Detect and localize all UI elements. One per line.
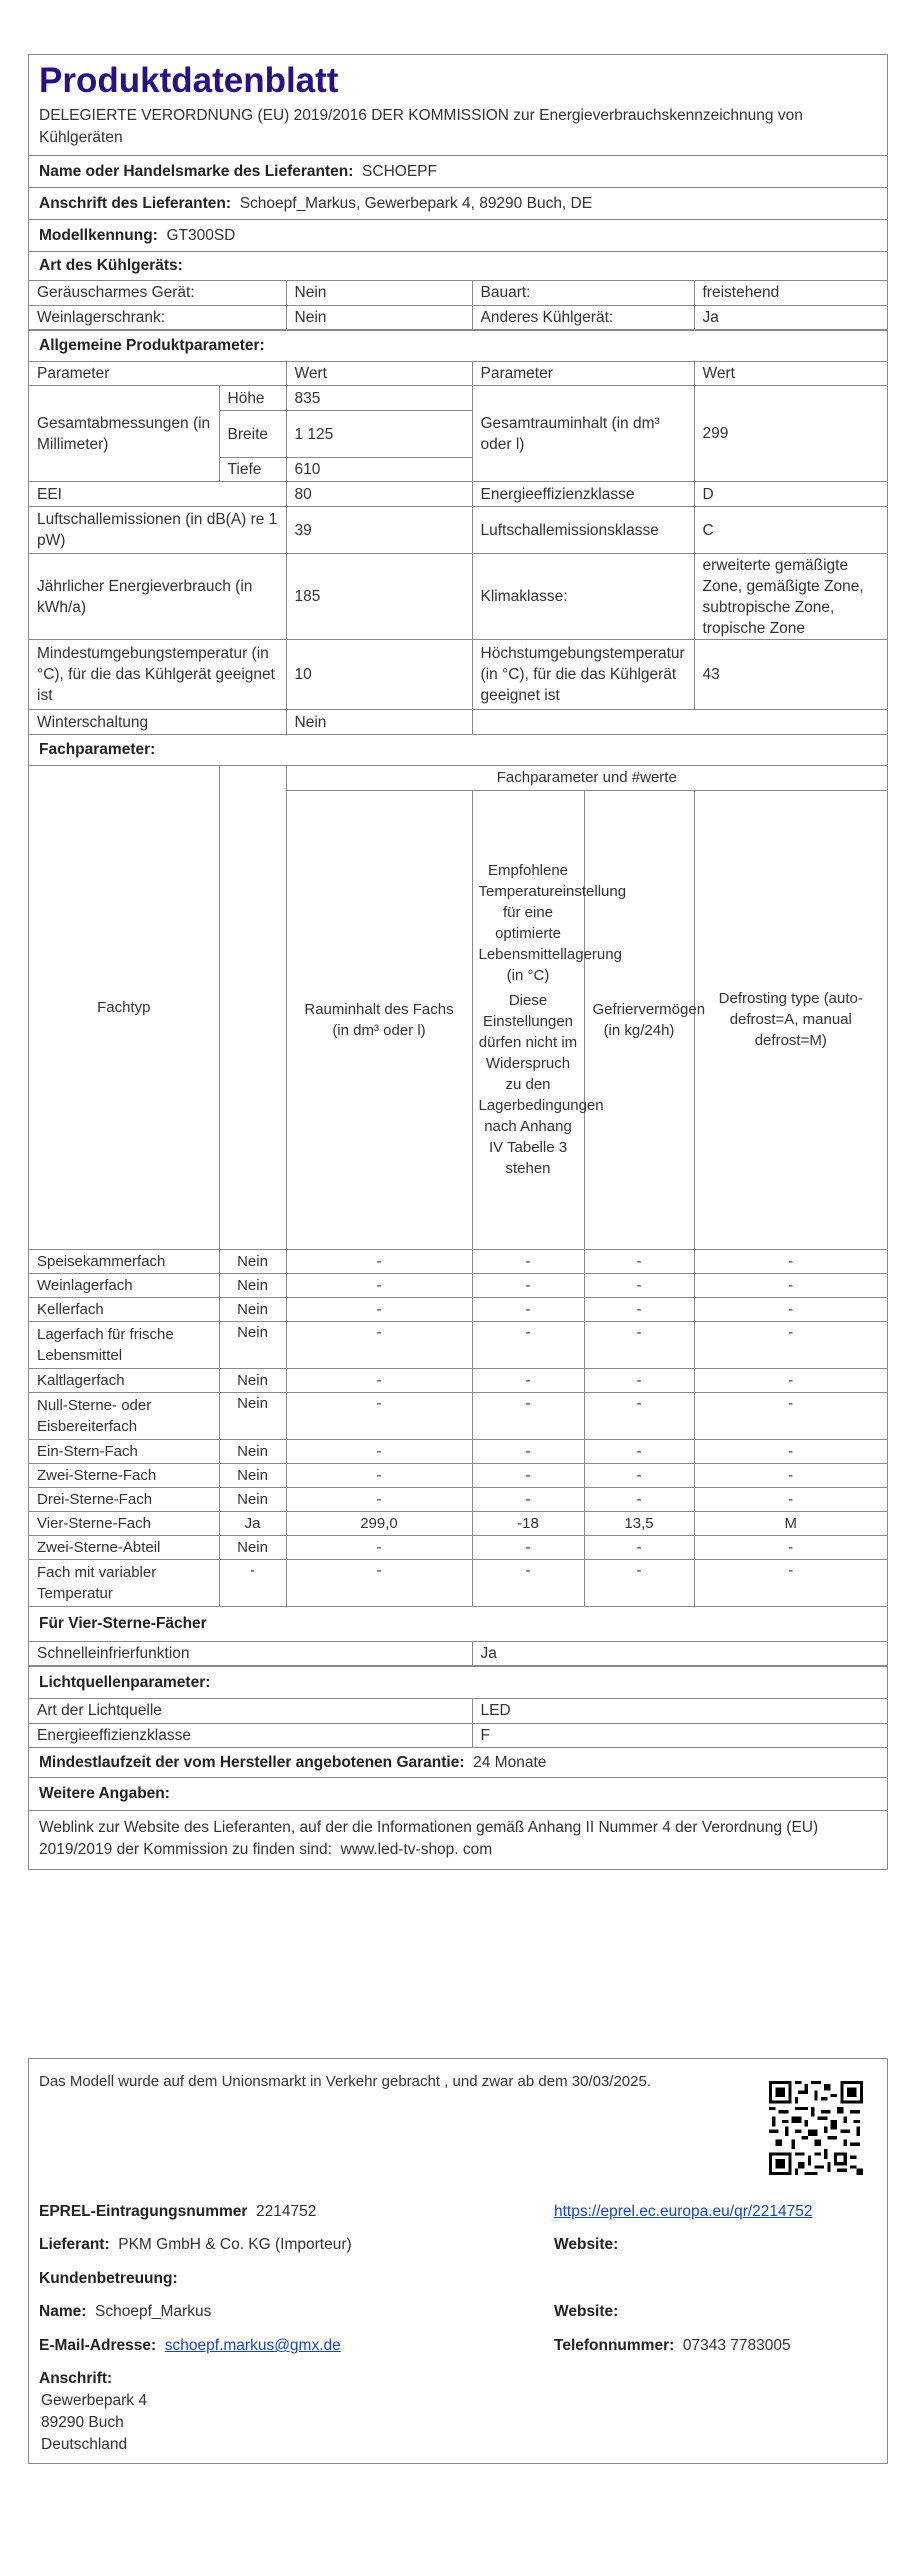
compartment-defrost: - [694,1487,887,1511]
compartment-volume: 299,0 [286,1511,472,1535]
eprel-row [39,2201,316,2223]
general-header-param-2: Parameter [472,362,694,386]
supplier-address-label: Anschrift des Lieferanten: [39,195,232,212]
compartment-freeze: - [584,1368,694,1392]
header-temp-note: Diese Einstellungen dürfen nicht im Widerspruch zu den Lagerbedingungen nach Anhang IV Tabelle 3 stehen [478,992,604,1177]
compartment-present: Nein [219,1439,286,1463]
supplier-name-row [29,156,887,188]
contact-name-label: Name: [39,2303,87,2320]
further-text: Weblink zur Website des Lieferanten, auf der die Informationen gemäß Anhang II Nummer 4 der Verordnung (EU) 2019/2019 der Kommission zu finden sind: [39,1818,819,1858]
compartment-defrost: - [694,1463,887,1487]
width-value: 1 125 [286,411,472,458]
max-temp-label: Höchstumgebungstemperatur (in °C), für die das Kühlgerät geeignet ist [472,640,694,710]
header-defrost: Defrosting type (auto-defrost=A, manual defrost=M) [694,790,887,1249]
compartment-freeze: - [584,1535,694,1559]
warranty-row [29,1748,887,1778]
compartment-volume: - [286,1368,472,1392]
other-label: Anderes Kühlgerät: [472,305,694,329]
header-temp-cell [472,790,627,1249]
supplier-value: PKM GmbH & Co. KG (Importeur) [118,2236,352,2253]
compartment-present: Nein [219,1368,286,1392]
general-table [29,362,887,736]
compartment-temp: - [472,1439,584,1463]
table-row [29,1249,887,1273]
compartment-temp: -18 [472,1511,584,1535]
table-row [29,1535,887,1559]
product-data-sheet [28,54,888,1870]
compartment-defrost: - [694,1273,887,1297]
compartment-defrost: - [694,1439,887,1463]
table-row [29,1297,887,1321]
further-link[interactable]: www.led-tv-shop. com [340,1840,493,1858]
compartment-temp: - [472,1392,584,1439]
compartment-temp: - [472,1487,584,1511]
website2-row [554,2301,618,2323]
compartment-table [29,766,887,1607]
regulation-subtitle: DELEGIERTE VERORDNUNG (EU) 2019/2016 DER KOMMISSION zur Energieverbrauchskennzeichnung von Kühlgeräten [29,103,887,156]
light-type-value: LED [472,1699,887,1723]
header-volume: Rauminhalt des Fachs (in dm³ oder l) [286,790,472,1249]
address-line-3: Deutschland [41,2436,128,2453]
phone-label: Telefonnummer: [554,2337,675,2354]
supplier-row [39,2234,352,2256]
compartment-defrost: - [694,1297,887,1321]
four-star-section-heading: Für Vier-Sterne-Fächer [29,1607,887,1642]
general-header-value-2: Wert [694,362,887,386]
table-row [29,1392,887,1439]
compartment-name: Drei-Sterne-Fach [29,1487,219,1511]
support-heading [39,2268,178,2290]
winter-label: Winterschaltung [29,710,286,735]
email-label: E-Mail-Adresse: [39,2337,157,2354]
table-row [29,1559,887,1606]
compartment-present: Nein [219,1463,286,1487]
compartment-freeze: - [584,1273,694,1297]
compartment-freeze: - [584,1392,694,1439]
compartment-freeze: - [584,1463,694,1487]
general-header-param: Parameter [29,362,286,386]
noise-class-label: Luftschallemissionsklasse [472,507,694,554]
compartment-temp: - [472,1559,584,1606]
compartment-volume: - [286,1487,472,1511]
supplier-address-row [29,188,887,220]
compartment-defrost: M [694,1511,887,1535]
compartment-present: Nein [219,1273,286,1297]
compartment-defrost: - [694,1368,887,1392]
quick-freeze-value: Ja [472,1642,887,1666]
depth-label: Tiefe [219,458,286,482]
compartment-freeze: - [584,1559,694,1606]
address-label: Anschrift: [39,2370,113,2387]
eprel-link[interactable]: https://eprel.ec.europa.eu/qr/2214752 [554,2203,813,2220]
eclass-label: Energieeffizienzklasse [472,482,694,507]
website2-label: Website: [554,2303,619,2320]
noise-label: Luftschallemissionen (in dB(A) re 1 pW) [29,507,286,554]
general-header-value: Wert [286,362,472,386]
model-label: Modellkennung: [39,227,158,244]
dims-label: Gesamtabmessungen (in Millimeter) [29,386,219,482]
compartment-defrost: - [694,1249,887,1273]
table-row [29,1439,887,1463]
compartment-volume: - [286,1321,472,1368]
phone-row [554,2335,791,2357]
energy-label: Jährlicher Energieverbrauch (in kWh/a) [29,554,286,640]
type-table [29,281,887,330]
compartment-present: Nein [219,1392,286,1439]
compartment-present: Ja [219,1511,286,1535]
four-star-table [29,1642,887,1667]
compartment-freeze: - [584,1439,694,1463]
climate-value: erweiterte gemäßigte Zone, gemäßigte Zone, subtropische Zone, tropische Zone [694,554,887,640]
market-intro: Das Modell wurde auf dem Unionsmarkt in Verkehr gebracht , und zwar ab dem 30/03/2025. [39,2073,651,2090]
min-temp-label: Mindestumgebungstemperatur (in °C), für die das Kühlgerät geeignet ist [29,640,286,710]
winter-value: Nein [286,710,472,735]
further-section-heading: Weitere Angaben: [29,1778,887,1811]
model-value: GT300SD [166,227,236,244]
compartment-present: Nein [219,1321,286,1368]
supplier-address-value: Schoepf_Markus, Gewerbepark 4, 89290 Buch, DE [239,195,593,212]
eclass-value: D [694,482,887,507]
supplier-label: Lieferant: [39,2236,110,2253]
compartment-temp: - [472,1368,584,1392]
compartment-temp: - [472,1321,584,1368]
eprel-label: EPREL-Eintragungsnummer [39,2203,248,2220]
min-temp-value: 10 [286,640,472,710]
page-title: Produktdatenblatt [39,61,339,100]
depth-value: 610 [286,458,472,482]
compartment-name: Ein-Stern-Fach [29,1439,219,1463]
compartment-section-heading: Fachparameter: [29,735,887,766]
compartment-freeze: 13,5 [584,1511,694,1535]
compartment-volume: - [286,1273,472,1297]
compartment-name: Zwei-Sterne-Abteil [29,1535,219,1559]
address-line-2: 89290 Buch [41,2414,124,2431]
email-row [39,2335,341,2357]
supplier-name-label: Name oder Handelsmarke des Lieferanten: [39,163,354,180]
compartment-name: Lagerfach für frische Lebensmittel [29,1321,219,1368]
compartment-name: Zwei-Sterne-Fach [29,1463,219,1487]
wine-value: Nein [286,305,472,329]
table-row [29,1487,887,1511]
table-row [29,1273,887,1297]
header-temp: Empfohlene Temperatureinstellung für eine optimierte Lebensmittellagerung (in °C) [478,862,627,984]
table-row [29,1321,887,1368]
compartment-freeze: - [584,1321,694,1368]
compartment-volume: - [286,1297,472,1321]
light-type-label: Art der Lichtquelle [29,1699,472,1723]
volume-label: Gesamtrauminhalt (in dm³ oder l) [472,386,694,482]
compartment-defrost: - [694,1535,887,1559]
light-class-label: Energieeffizienzklasse [29,1723,472,1747]
type-section-heading: Art des Kühlgeräts: [29,252,887,281]
table-row [29,1368,887,1392]
compartment-present: Nein [219,1487,286,1511]
compartment-present: Nein [219,1297,286,1321]
compartment-volume: - [286,1559,472,1606]
contact-name-value: Schoepf_Markus [95,2303,212,2320]
compartment-name: Kellerfach [29,1297,219,1321]
eei-value: 80 [286,482,472,507]
quick-freeze-label: Schnelleinfrierfunktion [29,1642,472,1666]
website-label: Website: [554,2236,619,2253]
compartment-freeze: - [584,1297,694,1321]
wine-label: Weinlagerschrank: [29,305,286,329]
max-temp-value: 43 [694,640,887,710]
compartment-volume: - [286,1249,472,1273]
noise-class-value: C [694,507,887,554]
model-row [29,220,887,252]
header-empty [219,766,286,1249]
noise-value: 39 [286,507,472,554]
website-row [554,2234,618,2256]
height-label: Höhe [219,386,286,411]
other-value: Ja [694,305,887,329]
light-section-heading: Lichtquellenparameter: [29,1666,887,1699]
compartment-temp: - [472,1249,584,1273]
compartment-present: Nein [219,1249,286,1273]
market-info-box [28,2058,888,2464]
phone-value: 07343 7783005 [682,2337,791,2354]
compartment-volume: - [286,1439,472,1463]
compartment-name: Vier-Sterne-Fach [29,1511,219,1535]
address-block [39,2368,147,2456]
table-row [29,1463,887,1487]
light-class-value: F [472,1723,887,1747]
energy-value: 185 [286,554,472,640]
general-section-heading: Allgemeine Produktparameter: [29,330,887,362]
compartment-volume: - [286,1463,472,1487]
compartment-name: Null-Sterne- oder Eisbereiterfach [29,1392,219,1439]
warranty-label: Mindestlaufzeit der vom Hersteller angebotenen Garantie: [39,1753,465,1771]
support-label: Kundenbetreuung: [39,2270,178,2287]
header-freeze: Gefriervermögen (in kg/24h) [584,790,694,1249]
height-value: 835 [286,386,472,411]
winter-empty [472,710,887,735]
eei-label: EEI [29,482,286,507]
eprel-value: 2214752 [256,2203,317,2220]
compartment-present: - [219,1559,286,1606]
climate-label: Klimaklasse: [472,554,694,640]
compartment-name: Kaltlagerfach [29,1368,219,1392]
header-group: Fachparameter und #werte [286,766,887,790]
compartment-defrost: - [694,1559,887,1606]
supplier-name-value: SCHOEPF [362,163,437,180]
compartment-volume: - [286,1392,472,1439]
compartment-temp: - [472,1535,584,1559]
compartment-name: Fach mit variabler Temperatur [29,1559,219,1606]
compartment-temp: - [472,1463,584,1487]
contact-name-row [39,2301,211,2323]
qr-code-icon[interactable] [769,2081,863,2175]
table-row [29,1511,887,1535]
header-compartment-type: Fachtyp [29,766,219,1249]
compartment-defrost: - [694,1321,887,1368]
quiet-label: Geräuscharmes Gerät: [29,281,286,305]
design-value: freistehend [694,281,887,305]
compartment-temp: - [472,1273,584,1297]
compartment-freeze: - [584,1487,694,1511]
compartment-freeze: - [584,1249,694,1273]
compartment-volume: - [286,1535,472,1559]
further-text-block [29,1811,887,1869]
compartment-name: Weinlagerfach [29,1273,219,1297]
design-label: Bauart: [472,281,694,305]
compartment-present: Nein [219,1535,286,1559]
light-table [29,1699,887,1748]
address-line-1: Gewerbepark 4 [41,2392,147,2409]
volume-value: 299 [694,386,887,482]
compartment-defrost: - [694,1392,887,1439]
compartment-name: Speisekammerfach [29,1249,219,1273]
email-link[interactable]: schoepf.markus@gmx.de [164,2337,341,2354]
width-label: Breite [219,411,286,458]
quiet-value: Nein [286,281,472,305]
warranty-value: 24 Monate [473,1753,547,1771]
compartment-temp: - [472,1297,584,1321]
